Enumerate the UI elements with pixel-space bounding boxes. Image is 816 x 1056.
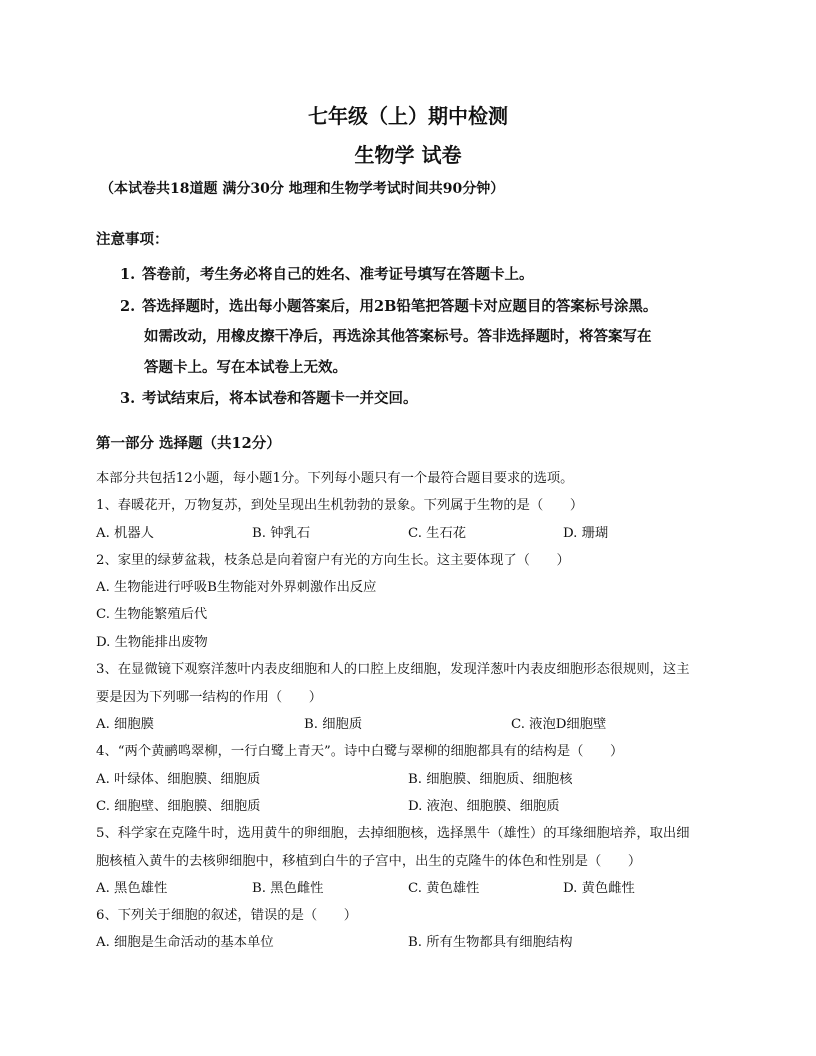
option: B. 细胞质 [304, 717, 363, 732]
notice-item-text: 考试结束后，将本试卷和答题卡一并交回。 [142, 390, 418, 407]
question-stem: 6、下列关于细胞的叙述，错误的是（ ） [96, 908, 358, 923]
notice-item-number: 2. [120, 298, 136, 315]
option: A. 细胞膜 [96, 717, 154, 732]
option: D. 黄色雌性 [563, 881, 635, 896]
notice-item-text: 答题卡上。写在本试卷上无效。 [144, 359, 347, 376]
option: D. 液泡、细胞膜、细胞质 [408, 799, 560, 814]
notice-item-2 [120, 295, 657, 316]
option: A. 生物能进行呼吸B生物能对外界刺激作出反应 [96, 580, 377, 595]
section-heading: 第一部分 选择题（共12分） [96, 435, 281, 452]
question-stem: 要是因为下列哪一结构的作用（ ） [96, 690, 323, 705]
notice-item-number: 3. [120, 390, 136, 407]
option: C. 生物能繁殖后代 [96, 607, 208, 622]
option: C. 液泡D细胞壁 [511, 717, 607, 732]
notice-item-text: 答卷前，考生务必将自己的姓名、准考证号填写在答题卡上。 [142, 266, 534, 283]
option: C. 黄色雄性 [408, 881, 480, 896]
notice-item-text: 答选择题时，选出每小题答案后，用2B铅笔把答题卡对应题目的答案标号涂黑。 [142, 298, 658, 315]
option: A. 黑色雄性 [96, 881, 168, 896]
option: A. 机器人 [96, 526, 154, 541]
exam-info: （本试卷共18道题 满分30分 地理和生物学考试时间共90分钟） [100, 181, 505, 197]
question-stem: 2、家里的绿萝盆栽，枝条总是向着窗户有光的方向生长。这主要体现了（ ） [96, 553, 570, 568]
option: C. 细胞壁、细胞膜、细胞质 [96, 799, 261, 814]
option: A. 叶绿体、细胞膜、细胞质 [96, 772, 261, 787]
notice-item-3 [120, 387, 418, 408]
option: C. 生石花 [408, 526, 467, 541]
option: B. 钟乳石 [252, 526, 311, 541]
notice-item-text: 如需改动，用橡皮擦干净后，再选涂其他答案标号。答非选择题时，将答案写在 [144, 328, 652, 345]
section-intro: 本部分共包括12小题，每小题1分。下列每小题只有一个最符合题目要求的选项。 [96, 471, 574, 486]
option: D. 珊瑚 [563, 526, 609, 541]
question-stem: 4、“两个黄鹂鸣翠柳，一行白鹭上青天”。诗中白鹭与翠柳的细胞都具有的结构是（ ） [96, 744, 624, 759]
notice-item-number: 1. [120, 266, 136, 283]
notice-heading: 注意事项： [96, 231, 169, 248]
question-stem: 3、在显微镜下观察洋葱叶内表皮细胞和人的口腔上皮细胞，发现洋葱叶内表皮细胞形态很规则，这主 [96, 662, 690, 677]
question-stem: 5、科学家在克隆牛时，选用黄牛的卵细胞，去掉细胞核，选择黑牛（雄性）的耳缘细胞培养，取出细 [96, 826, 690, 841]
exam-title: 七年级（上）期中检测 [308, 104, 508, 128]
option: B. 细胞膜、细胞质、细胞核 [408, 772, 573, 787]
option: B. 黑色雌性 [252, 881, 324, 896]
exam-subtitle: 生物学 试卷 [354, 143, 462, 167]
option: D. 生物能排出废物 [96, 635, 208, 650]
option: A. 细胞是生命活动的基本单位 [96, 935, 274, 950]
question-stem: 1、春暖花开，万物复苏，到处呈现出生机勃勃的景象。下列属于生物的是（ ） [96, 498, 584, 513]
question-stem: 胞核植入黄牛的去核卵细胞中，移植到白牛的子宫中，出生的克隆牛的体色和性别是（ ） [96, 854, 642, 869]
option: B. 所有生物都具有细胞结构 [408, 935, 573, 950]
notice-item-1 [120, 263, 534, 284]
